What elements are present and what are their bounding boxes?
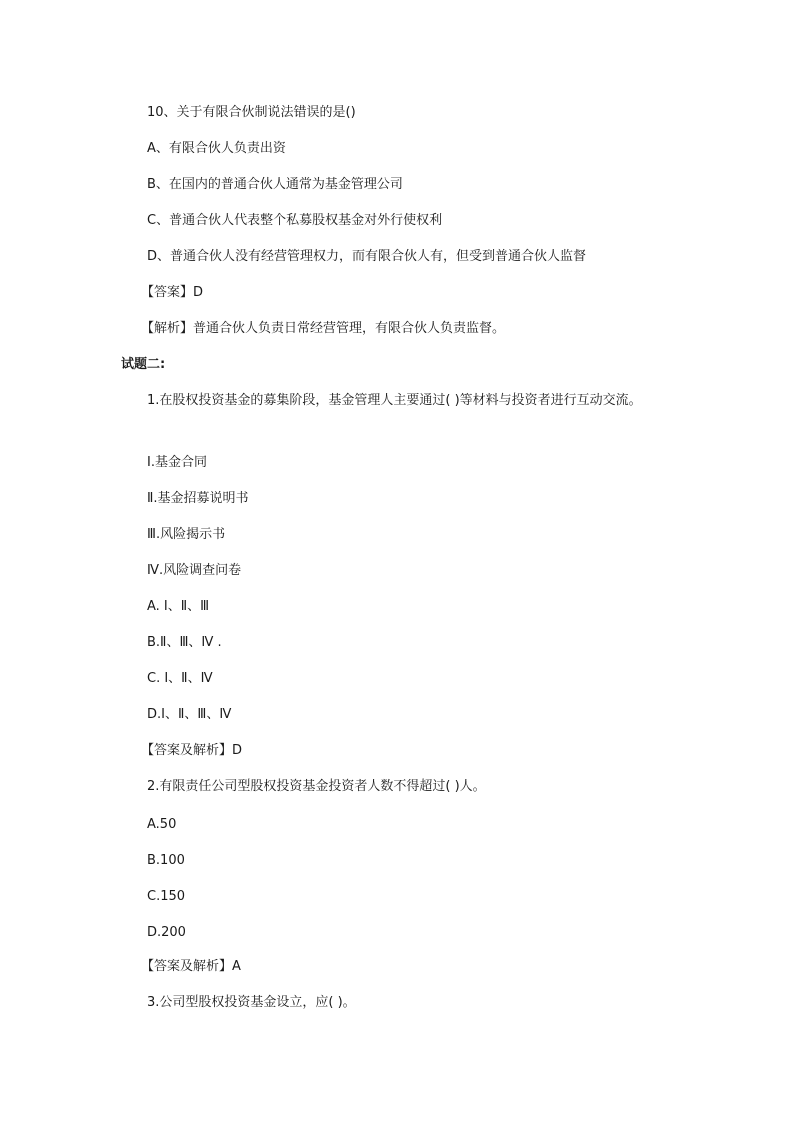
option-d: D、普通合伙人没有经营管理权力，而有限合伙人有，但受到普通合伙人监督 <box>147 249 587 264</box>
section-heading: 试题二: <box>121 357 166 372</box>
item-iii: Ⅲ.风险揭示书 <box>147 527 226 542</box>
q2-option-a: A.50 <box>147 817 177 832</box>
q1-option-d: D.Ⅰ、Ⅱ、Ⅲ、Ⅳ <box>147 707 232 722</box>
question-1: 1.在股权投资基金的募集阶段，基金管理人主要通过( )等材料与投资者进行互动交流。 <box>147 393 642 408</box>
option-c: C、普通合伙人代表整个私募股权基金对外行使权利 <box>147 213 443 228</box>
analysis: 【解析】普通合伙人负责日常经营管理，有限合伙人负责监督。 <box>141 321 506 336</box>
option-a: A、有限合伙人负责出资 <box>147 141 286 156</box>
q1-answer: 【答案及解析】D <box>141 743 243 758</box>
q2-option-c: C.150 <box>147 889 186 904</box>
q2-answer: 【答案及解析】A <box>141 959 241 974</box>
item-i: Ⅰ.基金合同 <box>147 455 207 470</box>
item-iv: Ⅳ.风险调查问卷 <box>147 563 242 578</box>
q1-option-a: A. Ⅰ、Ⅱ、Ⅲ <box>147 599 210 614</box>
question-2: 2.有限责任公司型股权投资基金投资者人数不得超过( )人。 <box>147 779 486 794</box>
q2-option-b: B.100 <box>147 853 185 868</box>
answer: 【答案】D <box>141 285 204 300</box>
q1-option-c: C. Ⅰ、Ⅱ、Ⅳ <box>147 671 213 686</box>
question-10: 10、关于有限合伙制说法错误的是() <box>147 105 356 120</box>
option-b: B、在国内的普通合伙人通常为基金管理公司 <box>147 177 403 192</box>
question-3: 3.公司型股权投资基金设立，应( )。 <box>147 995 356 1010</box>
item-ii: Ⅱ.基金招募说明书 <box>147 491 249 506</box>
q2-option-d: D.200 <box>147 925 186 940</box>
q1-option-b: B.Ⅱ、Ⅲ、Ⅳ . <box>147 635 222 650</box>
